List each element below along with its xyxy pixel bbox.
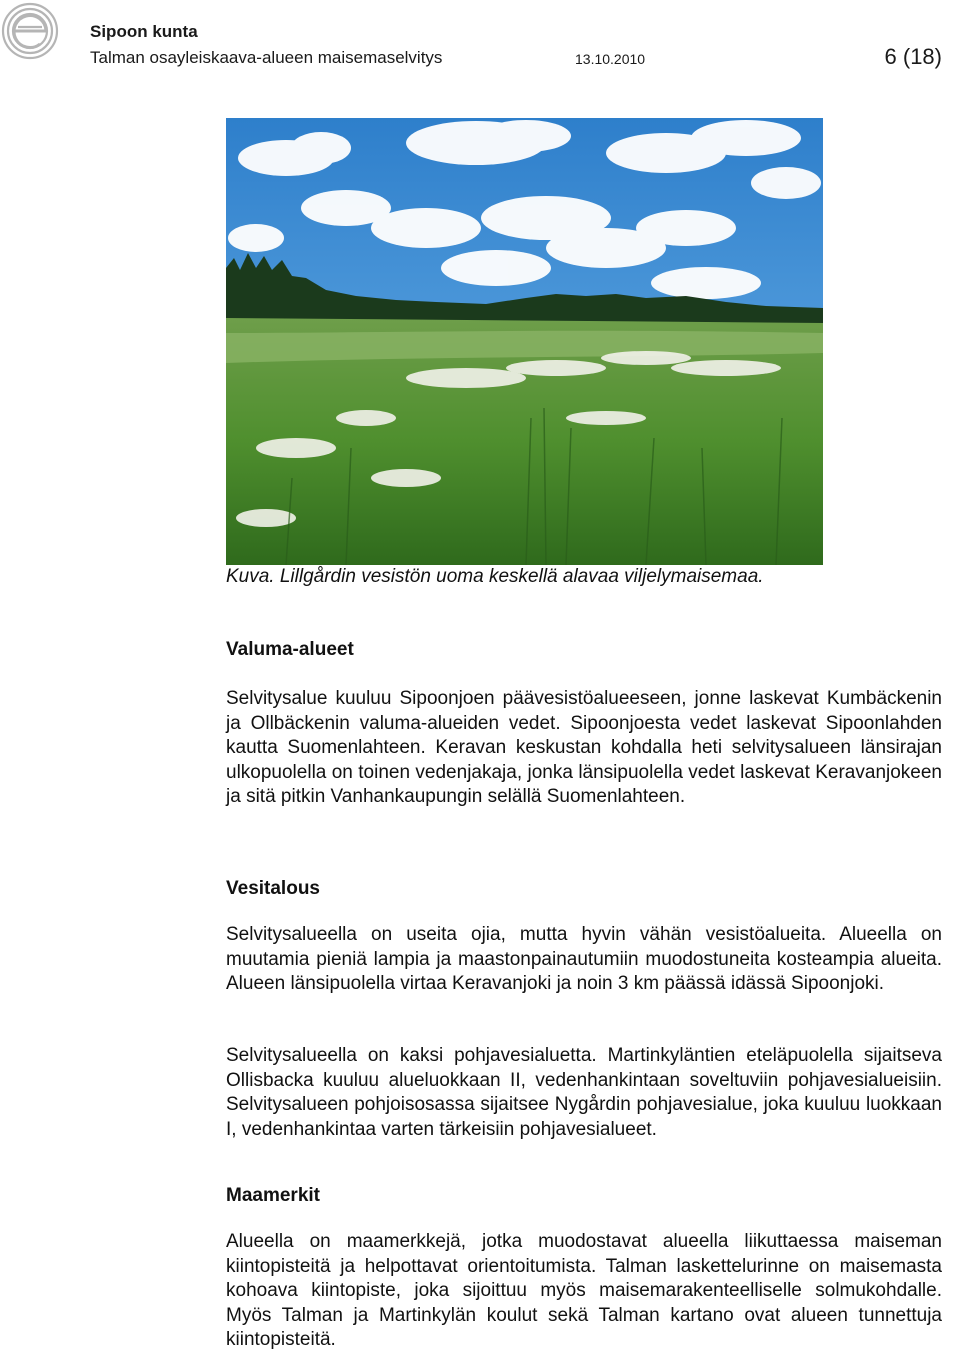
heading-maamerkit: Maamerkit [226,1185,320,1206]
photo-caption: Kuva. Lillgårdin vesistön uoma keskellä alavaa viljelymaisemaa. [226,566,764,587]
page-number: 6 (18) [884,44,942,69]
paragraph-valuma-alueet: Selvitysalue kuuluu Sipoonjoen päävesistöalueeseen, jonne laskevat Kumbäckenin ja Ollbäckenin valuma-alueiden vedet. Sipoonjoesta vedet laskevat Sipoonlahden kautta Suomenlahteen. Keravan keskustan kohdalla heti selvitysalueen länsirajan ulkopuolella on toinen vedenjakaja, jonka länsipuolella vedet laskevat Keravanjokeen ja sitä pitkin Vanhankaupungin selällä Suomenlahteen. [226,688,942,807]
paragraph-vesitalous-1: Selvitysalueella on useita ojia, mutta hyvin vähän vesistöalueita. Alueella on muutamia pieniä lampia ja maastonpainautumiin muodostuneita kosteampia alueita. Alueen länsipuolella virtaa Keravanjoki ja noin 3 km päässä idässä Sipoonjoki. [226,924,942,994]
heading-vesitalous: Vesitalous [226,878,320,899]
landscape-photo [226,118,823,565]
document-title: Talman osayleiskaava-alueen maisemaselvitys [90,48,443,67]
paragraph-maamerkit: Alueella on maamerkkejä, jotka muodostavat alueella liikuttaessa maiseman kiintopisteitä ja helpottavat orientoitumista. Talman laskettelurinne on maisemasta kohoava kiintopiste, joka sijoittuu myös maisemarakenteelliselle solmukohdalle. Myös Talman ja Martinkylän koulut sekä Talman kartano ovat alueen tunnettuja kiintopisteitä. [226,1231,942,1350]
document-date: 13.10.2010 [575,51,646,67]
organization-name: Sipoon kunta [90,22,198,41]
paragraph-vesitalous-2: Selvitysalueella on kaksi pohjavesialuetta. Martinkyläntien eteläpuolella sijaitseva Ollisbacka kuuluu alueluokkaan II, vedenhankintaan soveltuviin pohjavesialueisiin. Selvitysalueen pohjoisosassa sijaitsee Nygårdin pohjavesialue, joka kuuluu luokkaan I, vedenhankintaa varten tärkeisiin pohjavesialueet. [226,1045,942,1140]
heading-valuma-alueet: Valuma-alueet [226,639,354,660]
swirl-logo-icon [0,0,60,62]
